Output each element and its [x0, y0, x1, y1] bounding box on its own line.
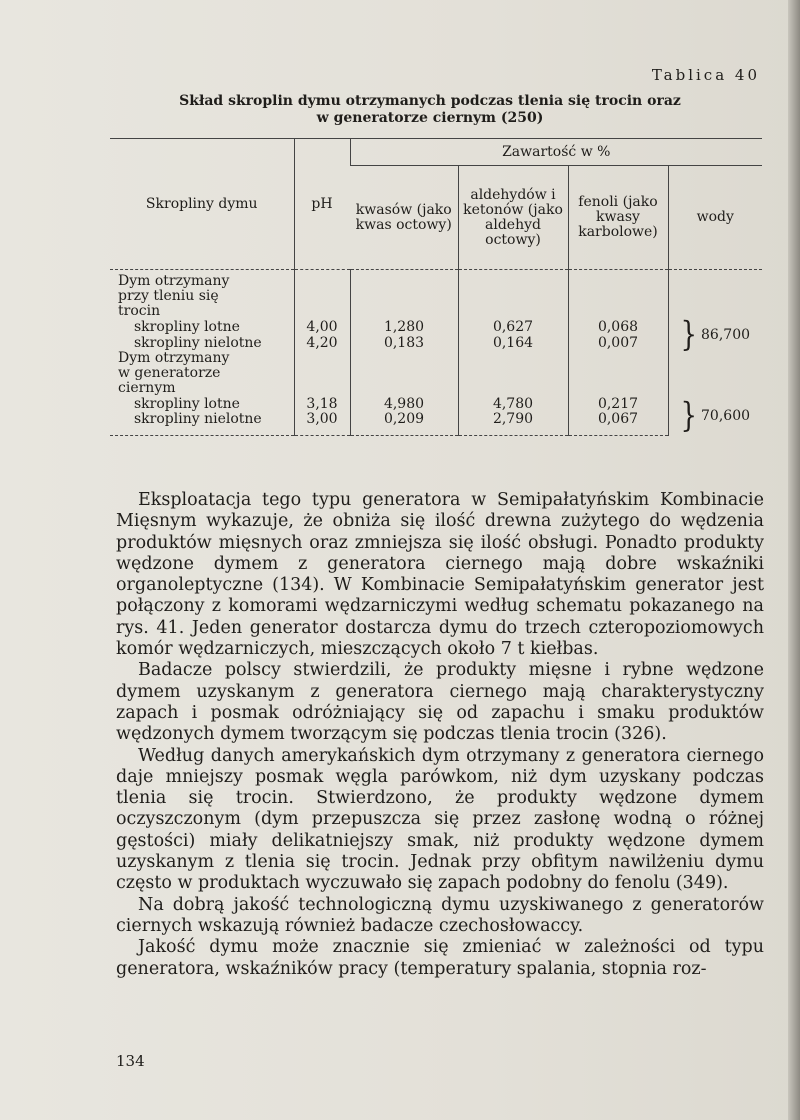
group-title-row — [110, 351, 762, 396]
paragraph: Według danych amerykańskich dym otrzymany z generatora ciernego daje mniejszy posmak węgla parówkom, niż dym uzyskany podczas tlenia się trocin. Stwierdzono, że produkty wędzone dymem oczyszczonym (dym przepuszcza się przez zasłonę wodną o różnej gęstości) miały delikatniejszy smak, niż produkty wędzone dymem uzyskanym z tlenia się trocin. Jednak przy obfitym nawilżeniu dymu często w produktach wyczuwało się zapach podobny do fenolu (349). — [116, 745, 764, 894]
composition-table — [110, 138, 762, 436]
caption-line-2: w generatorze ciernym (250) — [316, 110, 544, 126]
wody-cell-2: } 70,600 — [668, 396, 762, 436]
header-wody: wody — [668, 166, 762, 270]
table-caption — [130, 93, 730, 127]
paragraph: Na dobrą jakość technologiczną dymu uzyskiwanego z generatorów ciernych wskazują również badacze czechosłowaccy. — [116, 894, 764, 936]
group-1-title: Dym otrzymany przy tleniu się trocin — [110, 270, 294, 320]
header-kwasow: kwasów (jako kwas octowy) — [355, 201, 452, 233]
page-edge-shadow — [788, 0, 800, 1120]
brace-icon: } — [680, 315, 698, 355]
table-row: skropliny nielotne 3,00 0,209 2,790 0,067 — [110, 412, 762, 436]
table-number: Tablica 40 — [651, 66, 760, 84]
group-2-title: Dym otrzymany w generatorze ciernym — [118, 350, 230, 396]
paragraph: Jakość dymu może znacznie się zmieniać w zależności od typu generatora, wskaźników pracy (temperatury spalania, stopnia roz- — [116, 937, 764, 979]
brace-icon: } — [680, 396, 698, 436]
paragraph: Badacze polscy stwierdzili, że produkty mięsne i rybne wędzone dymem uzyskanym z generatora ciernego mają charakterystyczny zapach i posmak odróżniający się od zapachu i smaku produktów wędzonych dymem tworzącym się podczas tlenia trocin (326). — [116, 660, 764, 745]
header-ph: pH — [294, 139, 350, 270]
caption-line-1: Skład skroplin dymu otrzymanych podczas tlenia się trocin oraz — [179, 93, 681, 109]
body-text — [116, 490, 764, 980]
header-skropliny: Skropliny dymu — [110, 139, 294, 270]
header-zawartosc: Zawartość w % — [350, 139, 762, 166]
group-title-row — [110, 270, 762, 320]
table-row: skropliny lotne 4,00 1,280 0,627 0,068 } 86,700 — [110, 319, 762, 335]
header-aldehydow: aldehydów i ketonów (jako aldehyd octowy) — [458, 166, 568, 270]
table-row: skropliny lotne 3,18 4,980 4,780 0,217 } 70,600 — [110, 396, 762, 412]
page-number: 134 — [116, 1052, 145, 1070]
table-row: skropliny nielotne 4,20 0,183 0,164 0,007 — [110, 335, 762, 351]
header-fenoli: fenoli (jako kwasy karbolowe) — [568, 166, 668, 270]
paragraph: Eksploatacja tego typu generatora w Semipałatyńskim Kombinacie Mięsnym wykazuje, że obniża się ilość drewna zużytego do wędzenia produktów mięsnych oraz zmniejsza się ilość obsługi. Ponadto produkty wędzone dymem z generatora ciernego mają dobre wskaźniki organoleptyczne (134). W Kombinacie Semipałatyńskim generator jest połączony z komorami wędzarniczymi według schematu pokazanego na rys. 41. Jeden generator dostarcza dymu do trzech czteropoziomowych komór wędzarniczych, mieszczących około 7 t kiełbas. — [116, 490, 764, 660]
wody-cell-1: } 86,700 — [668, 319, 762, 351]
